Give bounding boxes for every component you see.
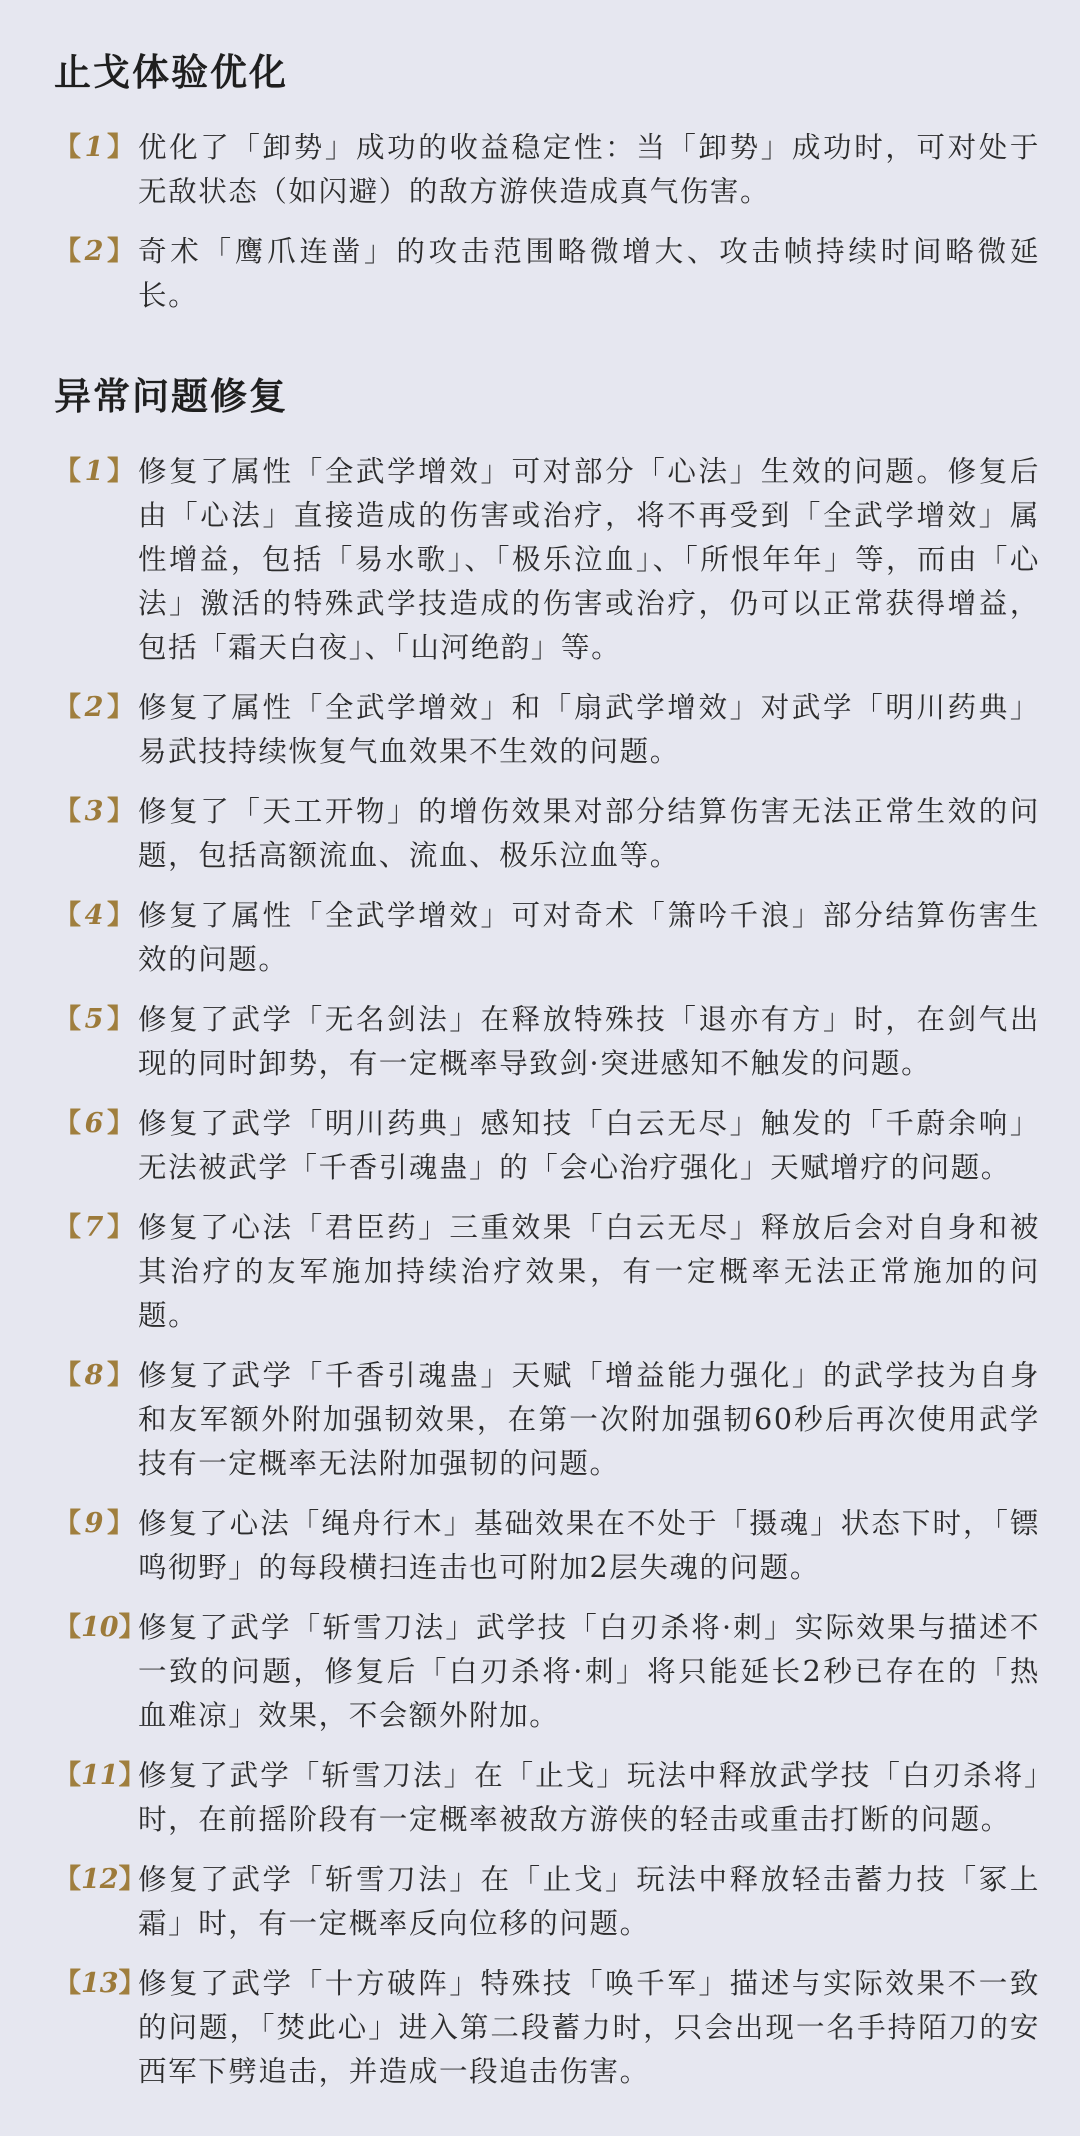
item-text: 修复了心法「君臣药」三重效果「白云无尽」释放后会对自身和被其治疗的友军施加持续治疗效果，有一定概率无法正常施加的问题。 <box>138 1211 1040 1332</box>
item-text: 修复了属性「全武学增效」可对奇术「箫吟千浪」部分结算伤害生效的问题。 <box>138 899 1040 976</box>
list-item <box>54 790 1040 878</box>
list-item <box>54 1502 1040 1590</box>
item-number-badge: 【 9 】 <box>54 1508 134 1539</box>
item-number-badge: 【10】 <box>54 1612 146 1643</box>
list-item <box>54 1354 1040 1486</box>
item-text: 修复了心法「绳舟行木」基础效果在不处于「摄魂」状态下时，「镖鸣彻野」的每段横扫连击也可附加2层失魂的问题。 <box>138 1507 1040 1584</box>
item-number-badge: 【12】 <box>54 1864 146 1895</box>
item-text: 修复了武学「斩雪刀法」在「止戈」玩法中释放轻击蓄力技「冢上霜」时，有一定概率反向位移的问题。 <box>138 1863 1040 1940</box>
item-text: 优化了「卸势」成功的收益稳定性：当「卸势」成功时，可对处于无敌状态（如闪避）的敌方游侠造成真气伤害。 <box>138 131 1040 208</box>
item-number-badge: 【 5 】 <box>54 1004 134 1035</box>
item-number-badge: 【 8 】 <box>54 1360 134 1391</box>
list-item <box>54 1102 1040 1190</box>
item-number-badge: 【 2 】 <box>54 236 134 267</box>
item-text: 修复了武学「明川药典」感知技「白云无尽」触发的「千蔚余响」无法被武学「千香引魂蛊」的「会心治疗强化」天赋增疗的问题。 <box>138 1107 1040 1184</box>
item-number-badge: 【 7 】 <box>54 1212 134 1243</box>
item-number-badge: 【11】 <box>54 1760 146 1791</box>
item-text: 修复了武学「十方破阵」特殊技「唤千军」描述与实际效果不一致的问题，「焚此心」进入第二段蓄力时，只会出现一名手持陌刀的安西军下劈追击，并造成一段追击伤害。 <box>138 1967 1040 2088</box>
item-text: 修复了「天工开物」的增伤效果对部分结算伤害无法正常生效的问题，包括高额流血、流血、极乐泣血等。 <box>138 795 1040 872</box>
list-item <box>54 1606 1040 1738</box>
item-number-badge: 【 1 】 <box>54 132 134 163</box>
list-item <box>54 1858 1040 1946</box>
item-text: 修复了武学「千香引魂蛊」天赋「增益能力强化」的武学技为自身和友军额外附加强韧效果，在第一次附加强韧60秒后再次使用武学技有一定概率无法附加强韧的问题。 <box>138 1359 1040 1480</box>
list-item <box>54 450 1040 670</box>
section-bug-fixes <box>54 372 1040 2094</box>
list-item <box>54 126 1040 214</box>
item-number-badge: 【 1 】 <box>54 456 134 487</box>
section-title: 异常问题修复 <box>54 375 288 418</box>
list-item <box>54 998 1040 1086</box>
item-text: 修复了武学「无名剑法」在释放特殊技「退亦有方」时，在剑气出现的同时卸势，有一定概率导致剑·突进感知不触发的问题。 <box>138 1003 1040 1080</box>
item-text: 修复了武学「斩雪刀法」在「止戈」玩法中释放武学技「白刃杀将」时，在前摇阶段有一定概率被敌方游侠的轻击或重击打断的问题。 <box>138 1759 1040 1836</box>
list-item <box>54 1206 1040 1338</box>
list-item <box>54 894 1040 982</box>
section-title: 止戈体验优化 <box>54 51 288 94</box>
section-zhige-optimization <box>54 48 1040 318</box>
list-item <box>54 1962 1040 2094</box>
list-item <box>54 686 1040 774</box>
item-number-badge: 【13】 <box>54 1968 146 1999</box>
list-item <box>54 1754 1040 1842</box>
item-text: 修复了属性「全武学增效」和「扇武学增效」对武学「明川药典」易武技持续恢复气血效果不生效的问题。 <box>138 691 1040 768</box>
item-number-badge: 【 4 】 <box>54 900 134 931</box>
item-number-badge: 【 2 】 <box>54 692 134 723</box>
item-text: 奇术「鹰爪连凿」的攻击范围略微增大、攻击帧持续时间略微延长。 <box>138 235 1040 312</box>
item-number-badge: 【 6 】 <box>54 1108 134 1139</box>
list-item <box>54 230 1040 318</box>
item-text: 修复了属性「全武学增效」可对部分「心法」生效的问题。修复后由「心法」直接造成的伤害或治疗，将不再受到「全武学增效」属性增益，包括「易水歌」、「极乐泣血」、「所恨年年」等，而由「心法」激活的特殊武学技造成的伤害或治疗，仍可以正常获得增益，包括「霜天白夜」、「山河绝韵」等。 <box>138 455 1040 664</box>
item-number-badge: 【 3 】 <box>54 796 134 827</box>
item-text: 修复了武学「斩雪刀法」武学技「白刃杀将·刺」实际效果与描述不一致的问题，修复后「白刃杀将·刺」将只能延长2秒已存在的「热血难凉」效果，不会额外附加。 <box>138 1611 1040 1732</box>
